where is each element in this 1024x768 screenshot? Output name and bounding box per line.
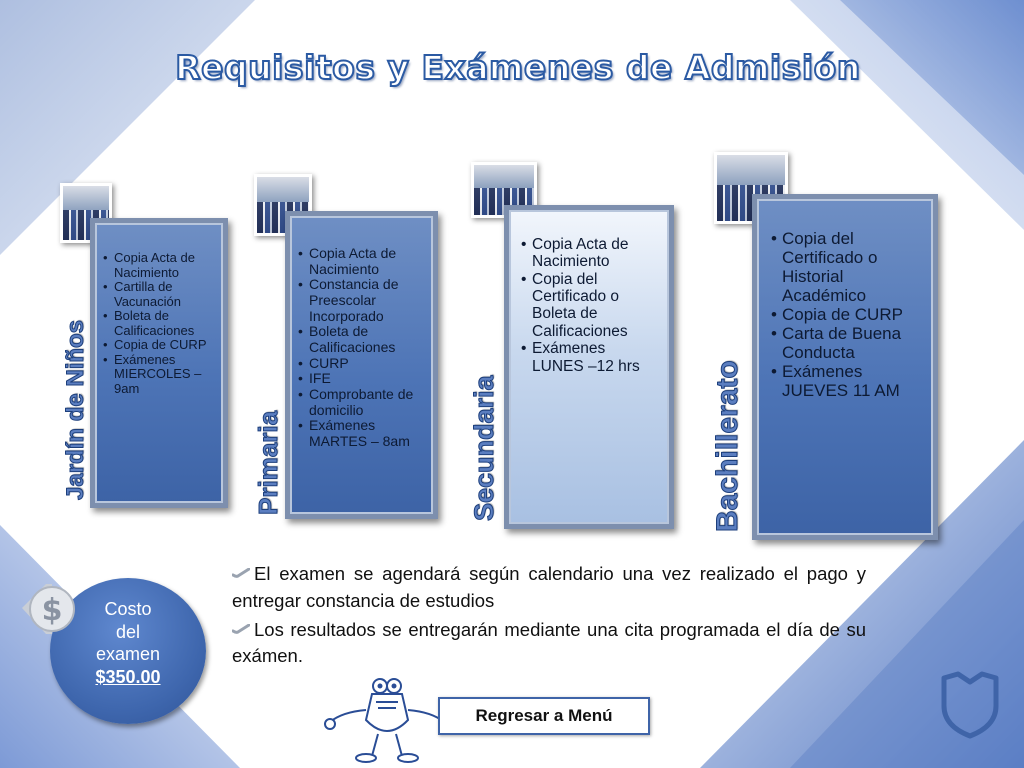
bachillerato-requirements-card: [752, 194, 938, 540]
secundaria-requirements-card: [504, 205, 674, 529]
list-item: • Constancia de Preescolar Incorporado: [298, 277, 423, 324]
primaria-label: Primaria: [253, 410, 283, 515]
kinder-label: Jardín de Niños: [62, 319, 89, 500]
list-item: • Exámenes JUEVES 11 AM: [771, 362, 923, 400]
back-to-menu-button[interactable]: Regresar a Menú: [438, 697, 650, 735]
list-item: • Boleta de Calificaciones: [298, 324, 423, 355]
list-item: • Copia de CURP: [771, 305, 923, 324]
list-item: • Boleta de Calificaciones: [103, 309, 213, 338]
notes-block: [232, 561, 866, 672]
cost-label-line2: del: [115, 621, 141, 642]
list-item: • Copia de CURP: [103, 338, 213, 353]
cost-price: $350.00: [95, 666, 161, 687]
primaria-requirements-card: [285, 211, 438, 519]
list-item: • Copia del Certificado o Historial Académico: [771, 229, 923, 305]
svg-text:$: $: [41, 593, 63, 628]
note-item: Los resultados se entregarán mediante una cita programada el día de su exámen.: [232, 618, 866, 667]
list-item: • CURP: [298, 356, 423, 372]
list-item: • Copia Acta de Nacimiento: [103, 251, 213, 280]
cost-label-line3: examen: [95, 644, 161, 664]
dollar-icon: [18, 578, 80, 640]
note-item: El examen se agendará según calendario una vez realizado el pago y entregar constancia de estudios: [232, 563, 866, 611]
list-item: • Copia Acta de Nacimiento: [298, 246, 423, 277]
secundaria-label: Secundaria: [469, 375, 499, 521]
cost-label-line1: Costo: [104, 599, 152, 619]
list-item: • Cartilla de Vacunación: [103, 280, 213, 309]
list-item: • Comprobante de domicilio: [298, 387, 423, 418]
list-item: • IFE: [298, 371, 423, 387]
list-item: • Copia Acta de Nacimiento: [521, 236, 659, 271]
list-item: • Exámenes MIERCOLES – 9am: [103, 353, 213, 397]
shield-icon: [938, 670, 1002, 740]
check-bullet-icon: [232, 624, 250, 634]
list-item: • Exámenes LUNES –12 hrs: [521, 340, 659, 375]
list-item: • Exámenes MARTES – 8am: [298, 418, 423, 449]
kinder-requirements-card: [90, 218, 228, 508]
page-title: Requisitos y Exámenes de Admisión: [175, 48, 861, 87]
check-bullet-icon: [232, 568, 250, 578]
list-item: • Copia del Certificado o Boleta de Calificaciones: [521, 271, 659, 340]
school-mascot-icon: [322, 672, 452, 764]
list-item: • Carta de Buena Conducta: [771, 324, 923, 362]
bachillerato-label: Bachillerato: [711, 360, 744, 532]
